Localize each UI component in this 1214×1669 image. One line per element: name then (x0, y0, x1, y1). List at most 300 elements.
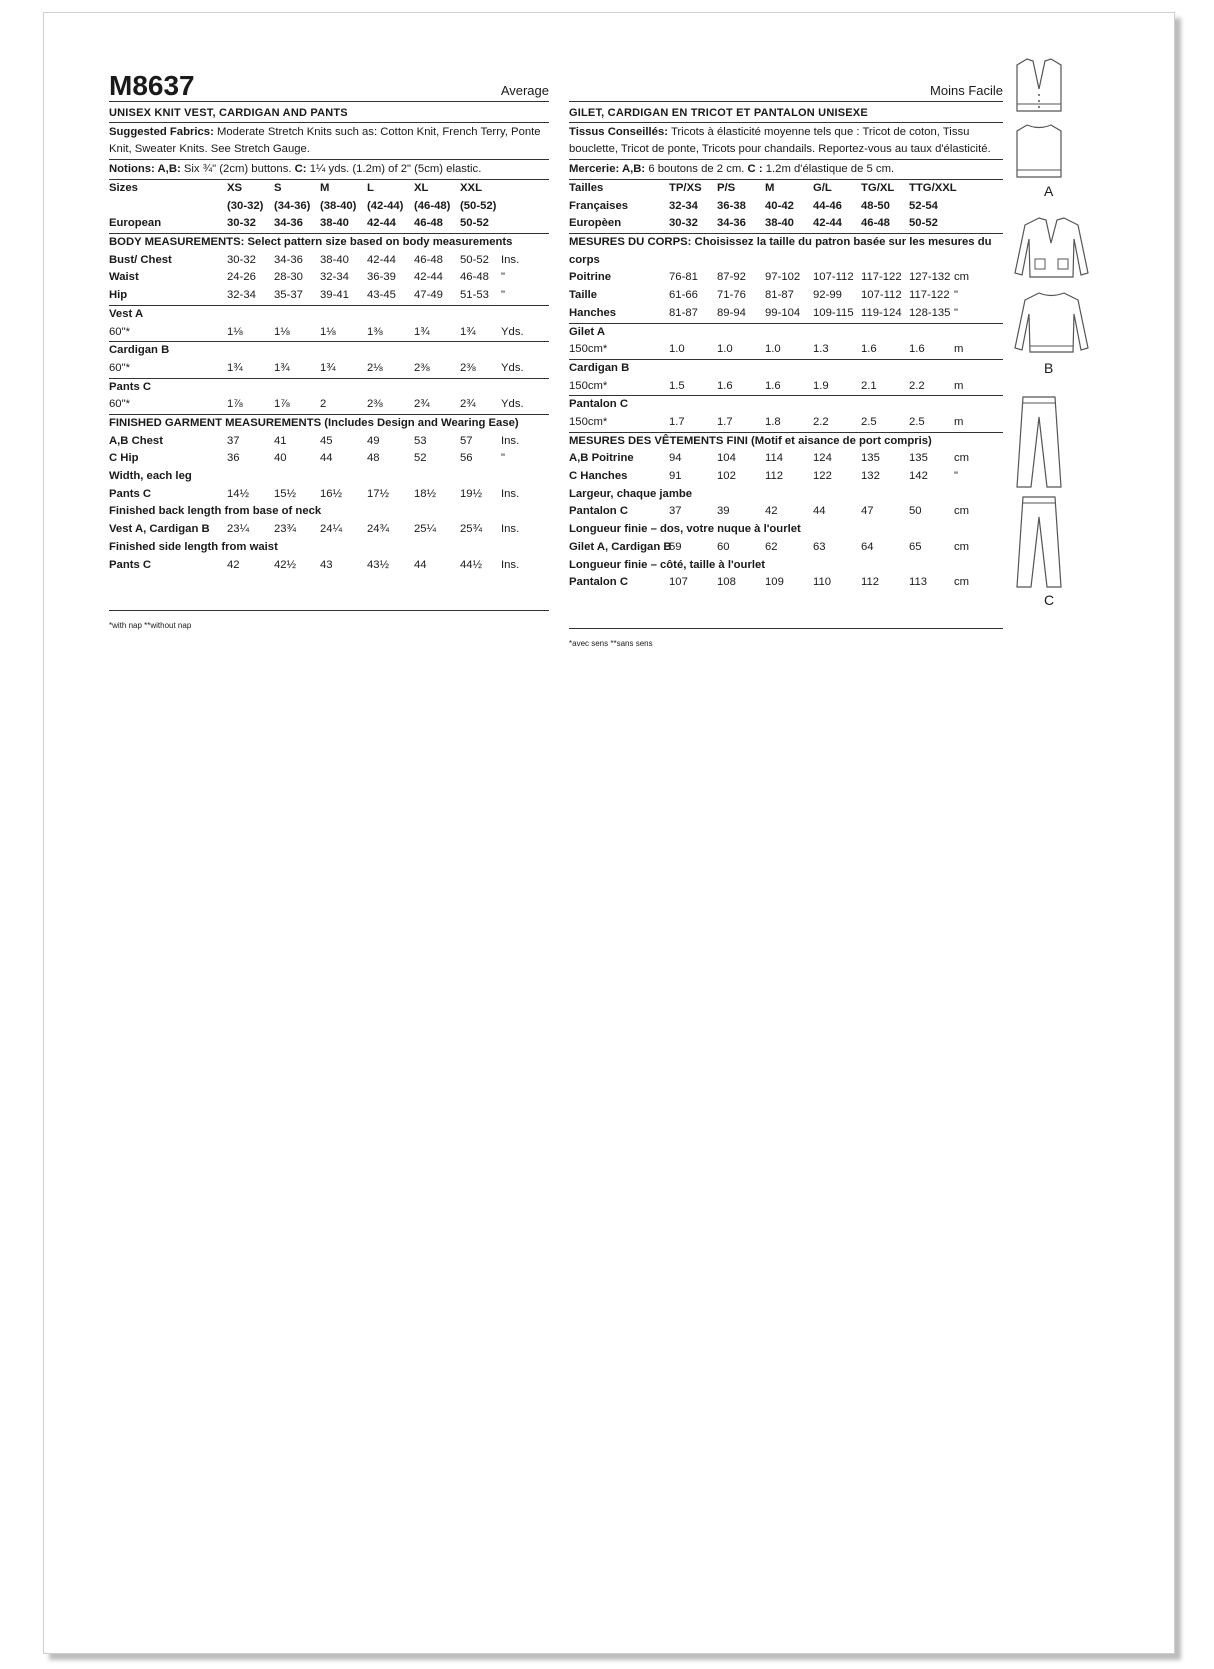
cell-value: 124 (813, 452, 832, 465)
table-row (569, 539, 1003, 557)
pattern-envelope-back (43, 12, 1175, 1654)
cell-value: 52 (414, 452, 427, 465)
cell-value: 47 (861, 505, 874, 518)
notions-label-fr: Mercerie: A,B: (569, 163, 646, 175)
vest-back-sketch (1009, 121, 1069, 181)
european-label: Europèen (569, 217, 622, 230)
row-label: Vest A, Cardigan B (109, 523, 210, 536)
difficulty-level: Average (500, 83, 549, 99)
cell-value: 128-135 (909, 306, 951, 319)
row-label: Pantalon C (569, 505, 628, 518)
row-label: C Hanches (569, 470, 628, 483)
cell-value: 65 (909, 540, 922, 553)
cell-value: 1⅜ (367, 325, 383, 338)
cell-value: 17½ (367, 487, 389, 500)
body-measurements (109, 234, 549, 306)
unit: cm (954, 540, 970, 553)
cell-value: 35-37 (274, 289, 303, 302)
footnote-fr: *avec sens **sans sens (569, 638, 653, 648)
cell-value: 44 (414, 558, 427, 571)
cell-value: 50-52 (460, 253, 489, 266)
size-francaise: 44-46 (813, 199, 842, 212)
cell-value: 119-124 (861, 306, 902, 319)
fabrics-text: Moderate Stretch Knits such as: Cotton Knit, French Terry, Ponte Knit, Sweater Knits. See Stretch Gauge. (109, 126, 541, 155)
row-label: Pants C (109, 558, 152, 571)
cell-value: 63 (813, 540, 826, 553)
cell-value: 1⅛ (227, 325, 243, 338)
table-row (109, 360, 549, 378)
size-european: 34-36 (717, 217, 746, 230)
size-code: TP/XS (669, 182, 702, 194)
notions-c-text-fr: 1.2m d'élastique de 5 cm. (765, 163, 895, 175)
notions-label: Notions: A,B: (109, 163, 181, 175)
view-title: Cardigan B (109, 344, 170, 357)
cell-value: 113 (909, 576, 928, 589)
table-row (569, 450, 1003, 468)
notions-text-fr: 6 boutons de 2 cm. (648, 163, 745, 175)
cell-value: 1.6 (717, 379, 733, 392)
cell-value: 24-26 (227, 271, 256, 284)
cell-value: 2¾ (414, 398, 430, 411)
cell-value: 43½ (367, 558, 389, 571)
unit: Ins. (501, 487, 520, 500)
cell-value: 1⅛ (320, 325, 336, 338)
unit: Yds. (501, 325, 524, 338)
cell-value: 42 (765, 505, 778, 518)
francaises-label: Françaises (569, 199, 629, 212)
table-row (109, 486, 549, 504)
row-label: Poitrine (569, 271, 612, 284)
body-measurements-title: MESURES DU CORPS: Choisissez la taille du patron basée sur les mesures du corps (569, 236, 992, 266)
cell-value: 1.0 (717, 343, 733, 356)
unit: " (954, 470, 959, 483)
cell-value: 87-92 (717, 271, 746, 284)
fabric-width: 60"* (109, 361, 130, 374)
cell-value: 1.5 (669, 379, 685, 392)
size-code: TG/XL (861, 182, 895, 194)
table-row (109, 557, 549, 575)
cell-value: 23¼ (227, 523, 249, 536)
cell-value: 57 (460, 434, 473, 447)
cell-value: 81-87 (669, 306, 698, 319)
notions-fr (569, 160, 1003, 180)
notions-c-label: C: (294, 163, 307, 175)
cell-value: 40 (274, 452, 287, 465)
unit: Ins. (501, 558, 520, 571)
row-label: Hanches (569, 306, 617, 319)
cell-value: 47-49 (414, 289, 443, 302)
cell-value: 45 (320, 434, 333, 447)
yardage-section-fr (569, 324, 1003, 433)
cell-value: 59 (669, 540, 682, 553)
size-european: 46-48 (861, 217, 890, 230)
cell-value: 1.6 (909, 343, 925, 356)
size-code: P/S (717, 182, 736, 194)
cell-value: 44½ (460, 558, 482, 571)
unit: " (501, 452, 506, 465)
size-code: XXL (460, 182, 482, 194)
cell-value: 1.6 (765, 379, 781, 392)
sizes-label: Tailles (569, 182, 604, 194)
cell-value: 102 (717, 470, 736, 483)
cell-value: 2.2 (813, 416, 829, 429)
fabric-width: 150cm* (569, 343, 608, 356)
cell-value: 25¾ (460, 523, 482, 536)
cell-value: 142 (909, 470, 928, 483)
cell-value: 23¾ (274, 523, 296, 536)
table-row (569, 341, 1003, 359)
cell-value: 46-48 (414, 253, 443, 266)
unit: m (954, 379, 964, 392)
cell-value: 61-66 (669, 289, 698, 302)
cell-value: 104 (717, 452, 736, 465)
cell-value: 24¾ (367, 523, 389, 536)
size-francaise: 32-34 (669, 199, 698, 212)
unit: " (954, 306, 959, 319)
view-title: Pantalon C (569, 398, 628, 411)
cell-value: 1¾ (274, 361, 290, 374)
table-row (569, 468, 1003, 486)
size-francaise: 48-50 (861, 199, 890, 212)
yardage-view (109, 379, 549, 415)
fabric-width: 150cm* (569, 416, 608, 429)
size-european: 30-32 (227, 217, 256, 230)
view-title: Vest A (109, 307, 144, 320)
size-alt: (46-48) (414, 199, 451, 212)
unit: cm (954, 271, 970, 284)
difficulty-level-fr: Moins Facile (930, 83, 1003, 99)
unit: " (954, 289, 959, 302)
yardage-view (109, 306, 549, 342)
unit: Yds. (501, 361, 524, 374)
table-row (109, 180, 549, 198)
measurement-subtitle: Longueur finie – dos, votre nuque à l'ourlet (569, 523, 801, 536)
unit: cm (954, 452, 970, 465)
table-row (109, 433, 549, 451)
cell-value: 51-53 (460, 289, 489, 302)
size-european: 46-48 (414, 217, 443, 230)
notions-c-label-fr: C : (747, 163, 763, 175)
french-column (569, 65, 1003, 653)
cell-value: 114 (765, 452, 784, 465)
notions-text: Six ¾" (2cm) buttons. (183, 163, 292, 175)
fabrics-label: Suggested Fabrics: (109, 126, 214, 138)
table-row (109, 287, 549, 305)
table-row (109, 396, 549, 414)
cell-value: 71-76 (717, 289, 746, 302)
cell-value: 135 (909, 452, 928, 465)
cell-value: 39-41 (320, 289, 349, 302)
finished-measurements (109, 415, 549, 574)
size-european: 30-32 (669, 217, 698, 230)
footnote: *with nap **without nap (109, 621, 192, 631)
fabric-width: 60"* (109, 398, 130, 411)
fabric-width: 60"* (109, 325, 130, 338)
unit: cm (954, 576, 970, 589)
size-european: 42-44 (813, 217, 842, 230)
unit: m (954, 416, 964, 429)
unit: Ins. (501, 253, 520, 266)
view-title: Pants C (109, 380, 152, 393)
header-fr (569, 65, 1003, 102)
english-column (109, 65, 549, 635)
cell-value: 2⅜ (460, 361, 476, 374)
size-francaise: 52-54 (909, 199, 938, 212)
cell-value: 15½ (274, 487, 296, 500)
cell-value: 36 (227, 452, 240, 465)
sizes-label: Sizes (109, 182, 138, 194)
table-row (109, 198, 549, 216)
cell-value: 117-122 (909, 289, 950, 302)
cell-value: 34-36 (274, 253, 303, 266)
cell-value: 1.7 (717, 416, 733, 429)
size-alt: (30-32) (227, 199, 264, 212)
cell-value: 50 (909, 505, 922, 518)
cell-value: 1⅛ (274, 325, 290, 338)
size-code: M (320, 182, 330, 194)
table-row (569, 503, 1003, 521)
cell-value: 2¾ (460, 398, 476, 411)
yardage-view (569, 396, 1003, 432)
table-row (569, 378, 1003, 396)
row-label: Pants C (109, 487, 152, 500)
cell-value: 62 (765, 540, 778, 553)
size-code: S (274, 182, 282, 194)
size-code: TTG/XXL (909, 182, 957, 194)
cell-value: 30-32 (227, 253, 256, 266)
size-european: 50-52 (460, 217, 489, 230)
cell-value: 107-112 (813, 271, 854, 284)
cell-value: 64 (861, 540, 874, 553)
body-measurements-title: BODY MEASUREMENTS: Select pattern size based on body measurements (109, 236, 513, 249)
cell-value: 18½ (414, 487, 436, 500)
size-alt: (50-52) (460, 199, 497, 212)
table-row (109, 450, 549, 468)
table-row (109, 324, 549, 342)
row-label: Hip (109, 289, 128, 302)
size-european: 38-40 (765, 217, 794, 230)
cell-value: 2.1 (861, 379, 877, 392)
row-label: Pantalon C (569, 576, 628, 589)
size-alt: (42-44) (367, 199, 404, 212)
cell-value: 107 (669, 576, 688, 589)
cell-value: 32-34 (320, 271, 349, 284)
pattern-title-fr: GILET, CARDIGAN EN TRICOT ET PANTALON UNISEXE (569, 104, 1003, 123)
cell-value: 89-94 (717, 306, 746, 319)
table-row (109, 269, 549, 287)
view-label-b: B (1044, 360, 1054, 376)
cell-value: 43-45 (367, 289, 396, 302)
cell-value: 2⅜ (367, 398, 383, 411)
cardigan-back-sketch (1009, 290, 1094, 358)
unit: Ins. (501, 523, 520, 536)
table-row (109, 521, 549, 539)
view-label-a: A (1044, 183, 1054, 199)
cell-value: 1¾ (460, 325, 476, 338)
cell-value: 117-122 (861, 271, 902, 284)
cell-value: 53 (414, 434, 427, 447)
cell-value: 97-102 (765, 271, 801, 284)
cell-value: 92-99 (813, 289, 842, 302)
cell-value: 1.0 (669, 343, 685, 356)
suggested-fabrics (109, 123, 549, 160)
cell-value: 135 (861, 452, 880, 465)
cell-value: 28-30 (274, 271, 303, 284)
measurement-subtitle: Finished back length from base of neck (109, 505, 322, 518)
yardage-view (569, 324, 1003, 360)
cardigan-front-sketch (1009, 215, 1094, 283)
measurement-subtitle: Finished side length from waist (109, 540, 278, 553)
size-code: L (367, 182, 374, 194)
notions (109, 160, 549, 180)
fabrics-text-fr: Tricots à élasticité moyenne tels que : Tricot de coton, Tissu bouclette, Tricot de ponte, Tricots pour chandails. Reportez-vous au taux d'élasticité. (569, 126, 991, 155)
cell-value: 41 (274, 434, 287, 447)
cell-value: 1.6 (861, 343, 877, 356)
cell-value: 19½ (460, 487, 482, 500)
cell-value: 112 (765, 470, 784, 483)
yardage-view (109, 342, 549, 378)
suggested-fabrics-fr (569, 123, 1003, 160)
size-code: M (765, 182, 775, 194)
yardage-section (109, 306, 549, 415)
table-row (569, 198, 1003, 216)
row-label: Gilet A, Cardigan B (569, 540, 672, 553)
unit: Ins. (501, 434, 520, 447)
cell-value: 43 (320, 558, 333, 571)
cell-value: 24¼ (320, 523, 342, 536)
cell-value: 39 (717, 505, 730, 518)
cell-value: 99-104 (765, 306, 801, 319)
pants-back-sketch (1009, 495, 1069, 590)
vest-front-sketch (1009, 55, 1069, 115)
size-alt: (38-40) (320, 199, 357, 212)
row-label: Taille (569, 289, 598, 302)
cell-value: 48 (367, 452, 380, 465)
cell-value: 132 (861, 470, 880, 483)
size-european: 50-52 (909, 217, 938, 230)
fabric-width: 150cm* (569, 379, 608, 392)
cell-value: 2 (320, 398, 327, 411)
cell-value: 1.7 (669, 416, 685, 429)
table-row (109, 215, 549, 233)
cell-value: 42 (227, 558, 240, 571)
view-label-c: C (1044, 592, 1055, 608)
cell-value: 91 (669, 470, 682, 483)
cell-value: 1¾ (227, 361, 243, 374)
row-label: A,B Poitrine (569, 452, 634, 465)
cell-value: 127-132 (909, 271, 951, 284)
finished-measurements-title: FINISHED GARMENT MEASUREMENTS (Includes Design and Wearing Ease) (109, 417, 519, 429)
row-label: A,B Chest (109, 434, 163, 447)
view-title: Cardigan B (569, 361, 630, 374)
table-row (569, 269, 1003, 287)
cell-value: 44 (813, 505, 826, 518)
cell-value: 49 (367, 434, 380, 447)
cell-value: 81-87 (765, 289, 794, 302)
pants-front-sketch (1009, 395, 1069, 490)
cell-value: 2.5 (861, 416, 877, 429)
size-chart-header-fr (569, 180, 1003, 234)
table-row (569, 287, 1003, 305)
cell-value: 16½ (320, 487, 342, 500)
european-label: European (109, 217, 162, 230)
table-row (109, 252, 549, 270)
table-row (569, 414, 1003, 432)
cell-value: 42½ (274, 558, 296, 571)
cell-value: 37 (227, 434, 240, 447)
unit: " (501, 271, 506, 284)
size-francaise: 36-38 (717, 199, 746, 212)
cell-value: 94 (669, 452, 682, 465)
cell-value: 112 (861, 576, 880, 589)
unit: " (501, 289, 506, 302)
notions-c-text: 1¼ yds. (1.2m) of 2" (5cm) elastic. (309, 163, 482, 175)
cell-value: 37 (669, 505, 682, 518)
cell-value: 2.2 (909, 379, 925, 392)
row-label: Waist (109, 271, 139, 284)
pattern-number: M8637 (109, 70, 195, 101)
cell-value: 2⅜ (414, 361, 430, 374)
unit: Yds. (501, 398, 524, 411)
view-title: Gilet A (569, 325, 605, 338)
cell-value: 1¾ (414, 325, 430, 338)
cell-value: 56 (460, 452, 473, 465)
header (109, 65, 549, 102)
yardage-view (569, 360, 1003, 396)
unit: m (954, 343, 964, 356)
cell-value: 108 (717, 576, 736, 589)
body-measurements-fr (569, 234, 1003, 323)
cell-value: 32-34 (227, 289, 256, 302)
bottom-rule-fr (569, 592, 1003, 629)
pattern-title: UNISEX KNIT VEST, CARDIGAN AND PANTS (109, 104, 549, 123)
cell-value: 1¾ (320, 361, 336, 374)
table-row (569, 305, 1003, 323)
size-european: 42-44 (367, 217, 396, 230)
size-code: XL (414, 182, 429, 194)
cell-value: 76-81 (669, 271, 698, 284)
cell-value: 1.3 (813, 343, 829, 356)
cell-value: 122 (813, 470, 832, 483)
cell-value: 1.9 (813, 379, 829, 392)
cell-value: 109-115 (813, 306, 854, 319)
unit: cm (954, 505, 970, 518)
size-code: XS (227, 182, 243, 194)
cell-value: 42-44 (414, 271, 443, 284)
measurement-subtitle: Largeur, chaque jambe (569, 487, 693, 500)
size-chart-header (109, 180, 549, 234)
fabrics-label-fr: Tissus Conseillés: (569, 126, 668, 138)
table-row (569, 215, 1003, 233)
size-alt: (34-36) (274, 199, 311, 212)
cell-value: 44 (320, 452, 333, 465)
row-label: Bust/ Chest (109, 253, 172, 266)
cell-value: 1.8 (765, 416, 781, 429)
size-european: 34-36 (274, 217, 303, 230)
cell-value: 42-44 (367, 253, 396, 266)
finished-measurements-title: MESURES DES VÊTEMENTS FINI (Motif et aisance de port compris) (569, 434, 932, 447)
cell-value: 1.0 (765, 343, 781, 356)
size-code: G/L (813, 182, 832, 194)
bottom-rule (109, 574, 549, 611)
cell-value: 2.5 (909, 416, 925, 429)
cell-value: 2⅛ (367, 361, 383, 374)
cell-value: 1⅞ (274, 398, 290, 411)
cell-value: 36-39 (367, 271, 396, 284)
cell-value: 110 (813, 576, 832, 589)
cell-value: 14½ (227, 487, 249, 500)
size-francaise: 40-42 (765, 199, 794, 212)
